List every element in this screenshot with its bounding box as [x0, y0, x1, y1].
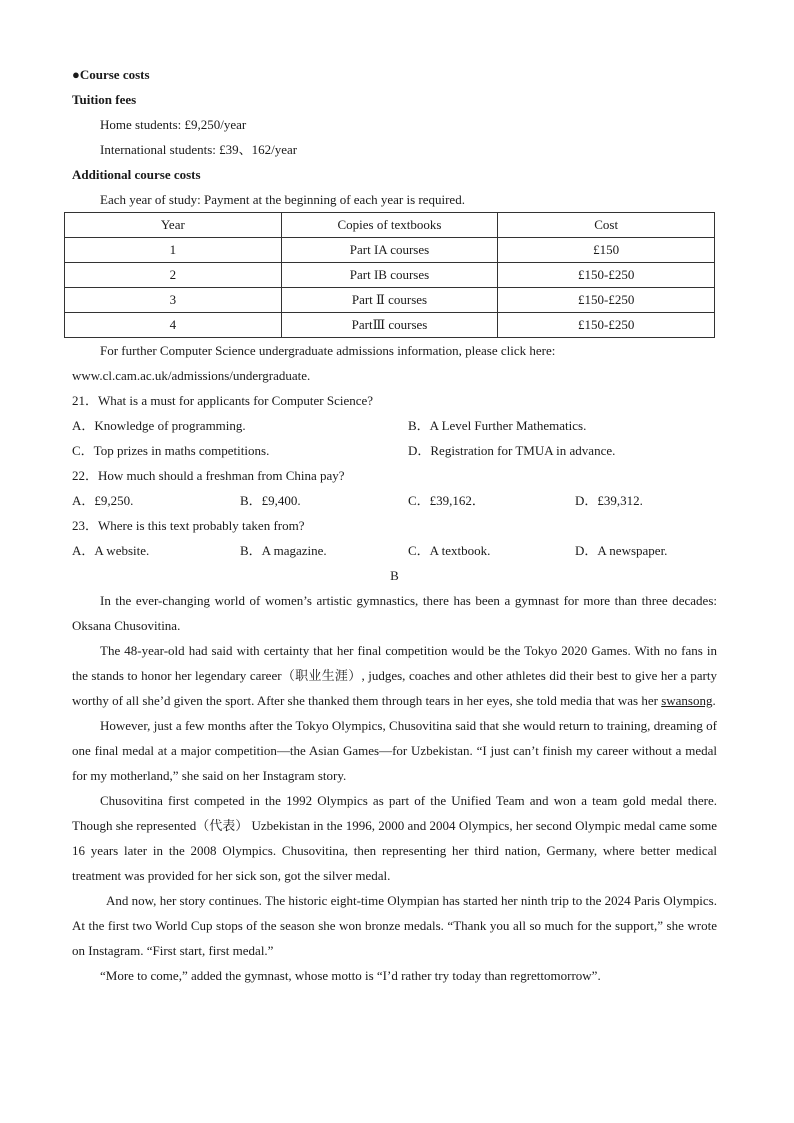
- tuition-fees-heading: Tuition fees: [72, 92, 137, 107]
- table-cell-textbooks: Part IA courses: [281, 238, 498, 263]
- textbook-costs-table: [64, 212, 715, 338]
- table-cell-year: 2: [65, 263, 282, 288]
- table-cell-cost: £150-£250: [498, 313, 715, 338]
- passage-paragraph-1: In the ever-changing world of women’s artistic gymnastics, there has been a gymnast for more than three decades: Oksana Chusovitina.: [72, 593, 717, 633]
- table-row: [65, 313, 715, 338]
- question-21-option-c: C．Top prizes in maths competitions.: [72, 443, 270, 458]
- table-row: [65, 238, 715, 263]
- table-cell-year: 3: [65, 288, 282, 313]
- table-cell-year: 1: [65, 238, 282, 263]
- question-22-option-b: B．£9,400.: [240, 493, 301, 508]
- passage-paragraph-5: And now, her story continues. The historic eight-time Olympian has started her ninth trip to the 2024 Paris Olympics. At the first two World Cup stops of the season she won bronze medals. “Thank you all so much for the support,” she wrote on Instagram. “First start, first medal.”: [72, 893, 717, 958]
- table-cell-cost: £150: [498, 238, 715, 263]
- paragraph-2-end: .: [712, 693, 716, 708]
- question-21-option-d: D．Registration for TMUA in advance.: [408, 443, 616, 458]
- question-23-option-c: C．A textbook.: [408, 543, 491, 558]
- question-21-stem: 21．What is a must for applicants for Computer Science?: [72, 393, 374, 408]
- table-cell-year: 4: [65, 313, 282, 338]
- payment-note: Each year of study: Payment at the beginning of each year is required.: [100, 192, 465, 207]
- question-23-option-d: D．A newspaper.: [575, 543, 668, 558]
- table-cell-textbooks: Part Ⅱ courses: [281, 288, 498, 313]
- passage-paragraph-4: Chusovitina first competed in the 1992 Olympics as part of the Unified Team and won a team gold medal there. Though she represented（代表） Uzbekistan in the 1996, 2000 and 2004 Olympics, her second Olympic medal came some 16 years later in the 2008 Olympics. Chusovitina, then representing her third nation, Germany, where better medical treatment was provided for her sick son, got the silver medal.: [72, 793, 717, 883]
- table-cell-cost: £150-£250: [498, 288, 715, 313]
- passage-paragraph-2: [72, 638, 717, 713]
- question-22-option-a: A．£9,250.: [72, 493, 134, 508]
- table-header-cost: Cost: [498, 213, 715, 238]
- question-22-options: [72, 488, 717, 513]
- table-header-year: Year: [65, 213, 282, 238]
- passage-paragraph-3: However, just a few months after the Tokyo Olympics, Chusovitina said that she would return to training, dreaming of one final medal at a major competition—the Asian Games—for Uzbekistan. “I just can’t finish my career without a medal for my motherland,” she said on her Instagram story.: [72, 718, 717, 783]
- table-cell-textbooks: Part IB courses: [281, 263, 498, 288]
- question-21-options-row-1: [72, 413, 717, 438]
- question-22-option-d: D．£39,312.: [575, 493, 643, 508]
- question-22-option-c: C．£39,162．: [408, 493, 485, 508]
- table-cell-cost: £150-£250: [498, 263, 715, 288]
- course-costs-heading: ●Course costs: [72, 67, 150, 82]
- table-header-row: [65, 213, 715, 238]
- table-row: [65, 263, 715, 288]
- further-info-text: For further Computer Science undergraduate admissions information, please click here:: [100, 343, 556, 358]
- question-23-stem: 23．Where is this text probably taken from?: [72, 518, 305, 533]
- question-23-options: [72, 538, 717, 563]
- international-students-fee: International students: £39、162/year: [100, 142, 298, 157]
- paragraph-2-text: The 48-year-old had said with certainty that her final competition would be the Tokyo 2020 Games. With no fans in the stands to honor her legendary career（职业生涯）, judges, coaches and other athletes did their best to give her a party worthy of all she’d given the sport. After she thanked them through tears in her eyes, she told media that was her: [72, 643, 717, 708]
- question-21-options-row-2: [72, 438, 717, 463]
- document-page: [72, 62, 717, 988]
- additional-costs-heading: Additional course costs: [72, 167, 201, 182]
- question-22-stem: 22．How much should a freshman from China pay?: [72, 468, 345, 483]
- question-23-option-b: B．A magazine.: [240, 543, 327, 558]
- section-b-label: B: [390, 568, 399, 583]
- admissions-url: www.cl.cam.ac.uk/admissions/undergraduate.: [72, 368, 311, 383]
- table-header-textbooks: Copies of textbooks: [281, 213, 498, 238]
- swansong-underlined-word: swansong: [661, 693, 713, 708]
- home-students-fee: Home students: £9,250/year: [100, 117, 247, 132]
- question-23-option-a: A．A website.: [72, 543, 150, 558]
- passage-paragraph-6: “More to come,” added the gymnast, whose motto is “I’d rather try today than regrettomorrow”.: [100, 968, 601, 983]
- question-21-option-a: A．Knowledge of programming.: [72, 418, 246, 433]
- table-row: [65, 288, 715, 313]
- table-cell-textbooks: PartⅢ courses: [281, 313, 498, 338]
- question-21-option-b: B．A Level Further Mathematics.: [408, 418, 587, 433]
